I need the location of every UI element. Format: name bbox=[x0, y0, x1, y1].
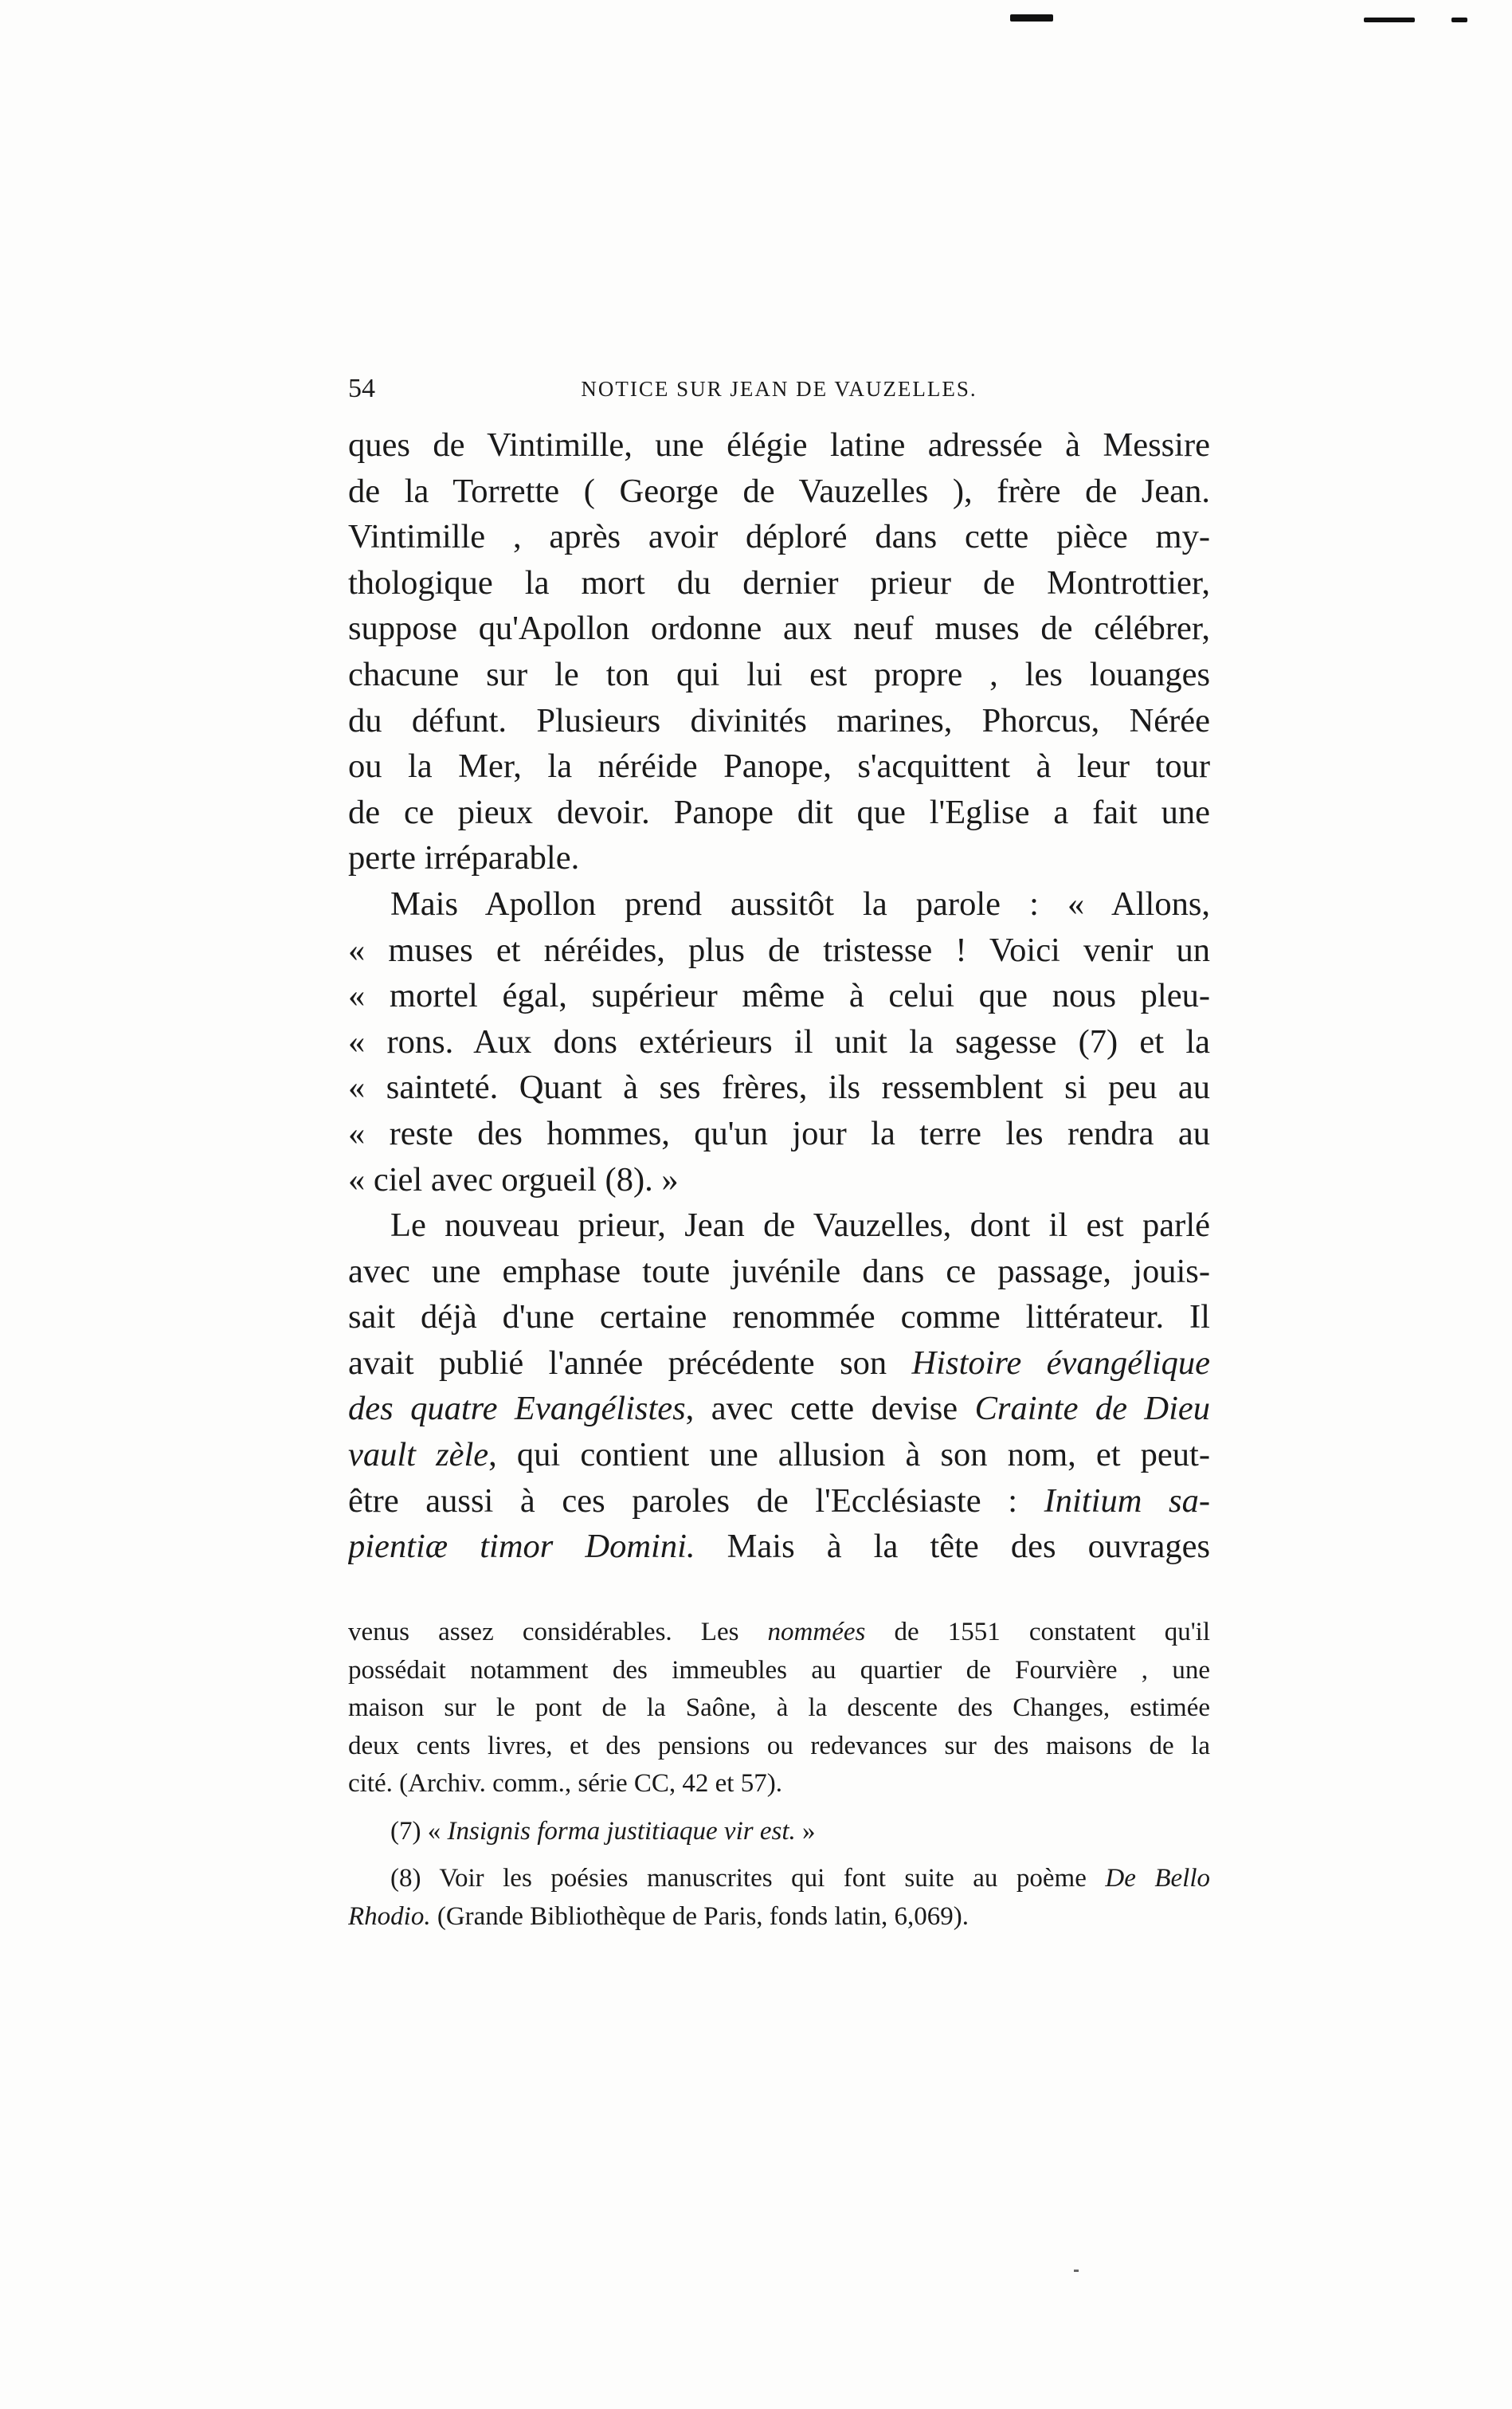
footnote-7 bbox=[348, 1813, 1210, 1851]
text-line: « mortel égal, supérieur même à celui que nous pleu- bbox=[348, 977, 1210, 1015]
footnote-8 bbox=[348, 1860, 1210, 1898]
footnote-line: deux cents livres, et des pensions ou redevances sur des maisons de la bbox=[348, 1731, 1210, 1760]
page-header bbox=[348, 369, 1210, 409]
text-span: Mais à la tête des ouvrages bbox=[695, 1528, 1210, 1566]
paragraph bbox=[348, 422, 1210, 881]
italic-motto: vault zèle bbox=[348, 1436, 489, 1474]
paragraph bbox=[348, 1203, 1210, 1570]
text-line: « reste des hommes, qu'un jour la terre les rendra au bbox=[348, 1114, 1210, 1152]
text-span: , avec cette devise bbox=[685, 1390, 975, 1428]
italic-term: nommées bbox=[767, 1618, 866, 1646]
main-text bbox=[348, 422, 1210, 1570]
scan-artifact-mark bbox=[1074, 2270, 1079, 2272]
text-span: être aussi à ces paroles de l'Ecclésiaste : bbox=[348, 1481, 1044, 1520]
footnotes bbox=[348, 1614, 1210, 1936]
text-line: « ciel avec orgueil (8). » bbox=[348, 1160, 679, 1199]
text-line: « sainteté. Quant à ses frères, ils ressemblent si peu au bbox=[348, 1069, 1210, 1107]
footnote-line: cité. (Archiv. comm., série CC, 42 et 57). bbox=[348, 1769, 782, 1798]
scan-artifact-mark bbox=[1010, 14, 1053, 22]
italic-quote: pientiæ timor Domini. bbox=[348, 1528, 695, 1566]
spacer bbox=[348, 1850, 1210, 1860]
text-line: sait déjà d'une certaine renommée comme littérateur. Il bbox=[348, 1298, 1210, 1336]
text-span: de 1551 constatent qu'il bbox=[865, 1618, 1210, 1646]
text-line: Vintimille , après avoir déploré dans cette pièce my- bbox=[348, 518, 1210, 556]
text-line bbox=[348, 1524, 1210, 1570]
italic-quote: Initium sa- bbox=[1044, 1481, 1210, 1520]
text-span: (7) « bbox=[390, 1816, 448, 1846]
text-line bbox=[348, 1386, 1210, 1432]
footnote-line bbox=[348, 1614, 1210, 1652]
text-span: (8) Voir les poésies manuscrites qui font suite au poème bbox=[390, 1864, 1106, 1893]
text-line: avec une emphase toute juvénile dans ce passage, jouis- bbox=[348, 1252, 1210, 1290]
text-line bbox=[348, 1340, 1210, 1387]
text-line: suppose qu'Apollon ordonne aux neuf muses de célébrer, bbox=[348, 610, 1210, 648]
text-line: de la Torrette ( George de Vauzelles ), frère de Jean. bbox=[348, 472, 1210, 510]
footnote-line: possédait notamment des immeubles au quartier de Fourvière , une bbox=[348, 1655, 1210, 1685]
spacer bbox=[348, 1803, 1210, 1813]
footnote-line: maison sur le pont de la Saône, à la descente des Changes, estimée bbox=[348, 1693, 1210, 1722]
text-span: avait publié l'année précédente son bbox=[348, 1344, 912, 1382]
text-span: (Grande Bibliothèque de Paris, fonds latin, 6,069). bbox=[430, 1901, 969, 1931]
scan-artifact-mark bbox=[1451, 18, 1467, 22]
italic-motto: Crainte de Dieu bbox=[974, 1390, 1210, 1428]
text-line: thologique la mort du dernier prieur de Montrottier, bbox=[348, 563, 1210, 602]
scan-artifact-mark bbox=[1364, 18, 1415, 22]
italic-quote: Insignis forma justitiaque vir est. bbox=[447, 1816, 796, 1846]
italic-title: Histoire évangélique bbox=[911, 1344, 1210, 1382]
text-line: ou la Mer, la néréide Panope, s'acquittent à leur tour bbox=[348, 747, 1210, 786]
text-span: , qui contient une allusion à son nom, et peut- bbox=[488, 1436, 1210, 1474]
text-span: » bbox=[795, 1816, 816, 1846]
page-number: 54 bbox=[348, 374, 375, 403]
footnote-line bbox=[348, 1898, 1210, 1936]
text-line: chacune sur le ton qui lui est propre , les louanges bbox=[348, 655, 1210, 693]
text-span: venus assez considérables. Les bbox=[348, 1618, 768, 1646]
text-line: de ce pieux devoir. Panope dit que l'Eglise a fait une bbox=[348, 793, 1210, 831]
text-line: perte irréparable. bbox=[348, 839, 580, 877]
text-line: « muses et néréides, plus de tristesse ! Voici venir un bbox=[348, 931, 1210, 969]
italic-title: des quatre Evangélistes bbox=[348, 1390, 686, 1428]
text-line: du défunt. Plusieurs divinités marines, Phorcus, Nérée bbox=[348, 701, 1210, 740]
text-line: Le nouveau prieur, Jean de Vauzelles, dont il est parlé bbox=[390, 1206, 1210, 1245]
text-line: Mais Apollon prend aussitôt la parole : « Allons, bbox=[390, 885, 1210, 923]
running-title: NOTICE SUR JEAN DE VAUZELLES. bbox=[581, 377, 977, 401]
text-line: ques de Vintimille, une élégie latine adressée à Messire bbox=[348, 426, 1210, 464]
text-line: « rons. Aux dons extérieurs il unit la sagesse (7) et la bbox=[348, 1022, 1210, 1061]
text-line bbox=[348, 1478, 1210, 1524]
italic-title: Rhodio. bbox=[348, 1901, 431, 1931]
italic-title: De Bello bbox=[1105, 1864, 1210, 1893]
text-line bbox=[348, 1432, 1210, 1478]
paragraph bbox=[348, 881, 1210, 1203]
